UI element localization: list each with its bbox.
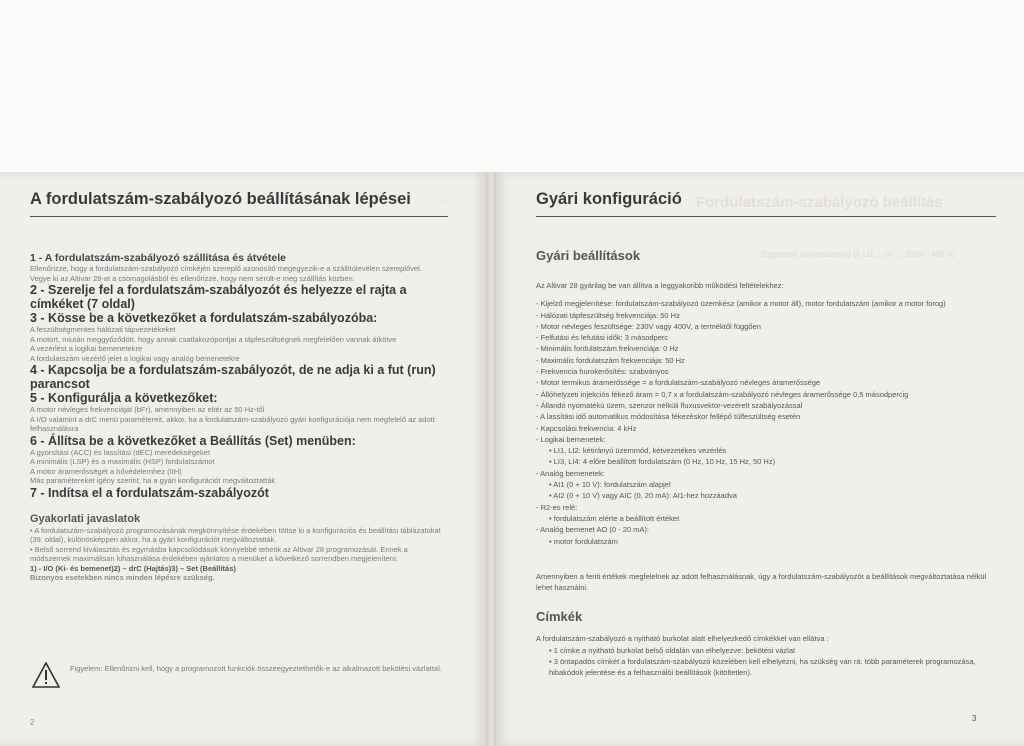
step-line: A motor áramerősségét a hővédelemhez (ItH): [30, 466, 182, 476]
setting-item: - R2-es relé:: [536, 502, 578, 512]
setting-item: - Állóhelyzeti injekciós fékező áram = 0,7 x a fordulatszám-szabályozó névleges áramerőssége 0,5 másodpercig: [536, 389, 909, 399]
tips-heading: Gyakorlati javaslatok: [30, 512, 141, 525]
intro-text: Az Altivar 28 gyárilag be van állítva a leggyakoribb működési feltételekhez:: [536, 281, 784, 290]
tip-item: • Belső sorrend kiválasztás és egymásba kapcsolódások könnyebbé tehetik az Altivar 28 programozását. Ennek a módszernek maximálisan kihasználása érdekében ajánlatos a menüket a következő sorrendben megjeleníteni:: [30, 544, 408, 563]
labels-item: • 1 címke a nyitható burkolat belső oldalán van elhelyezve: bekötési vázlat: [549, 645, 796, 655]
warning-icon: [32, 662, 60, 688]
step-heading: 6 - Állítsa be a következőket a Beállítás (Set) menüben:: [30, 433, 356, 448]
setting-item: - Maximális fordulatszám frekvenciája: 50 Hz: [536, 355, 685, 365]
labels-heading: Címkék: [536, 609, 583, 625]
tip-item: • A fordulatszám-szabályozó programozásának megkönnyítése érdekében töltse ki a konfigurációs és beállítási táblázatokat (39. oldal), különösképpen akkor, ha a gyári konfigurációt megváltoztatták.: [30, 525, 441, 544]
setting-item: • LI3, LI4: 4 előre beállított fordulatszám (0 Hz, 10 Hz, 15 Hz, 50 Hz): [549, 457, 776, 467]
factory-settings-heading: Gyári beállítások: [536, 248, 641, 263]
step-line: A minimális (LSP) és a maximális (HSP) fordulatszámot: [30, 457, 215, 466]
title-rule: [536, 216, 996, 217]
right-page-title: Gyári konfiguráció: [536, 190, 682, 208]
page-number-left: 2: [30, 718, 35, 727]
step-line: Vegye ki az Altivar 28-at a csomagolásból és ellenőrizze, hogy nem sérült-e meg szállítás közben.: [30, 273, 355, 283]
tips-block: [30, 526, 448, 583]
labels-item: • 3 öntapadós címkét a fordulatszám-szabályozó közelében kell elhelyezni, ha szükség van rá: több paraméterek programozása, hibakódok jelentése és a felhasználói beállítások (kitöltetlen).: [549, 657, 976, 678]
step-line: A vezérlést a logikai bemenetekre: [30, 344, 143, 353]
settings-list: [536, 298, 1004, 547]
step-heading: 1 - A fordulatszám-szabályozó szállítása és átvétele: [30, 252, 286, 264]
setting-item: - Frekvencia hurokerősítés: szabványos: [536, 367, 669, 377]
step-heading: 5 - Konfigurálja a következőket:: [30, 391, 218, 405]
setting-item: - Minimális fordulatszám frekvenciája: 0 Hz: [536, 344, 679, 354]
setting-item: • AI2 (0 + 10 V) vagy AIC (0, 20 mA): AI1-hez hozzáadva: [549, 491, 737, 501]
setting-item: - Logikai bemenetek:: [536, 434, 606, 444]
steps-list: [30, 250, 448, 583]
bleed-through-text: ·: [444, 192, 449, 208]
sequence-note: Bizonyos esetekben nincs minden lépésre szükség.: [30, 573, 215, 582]
step-heading: 4 - Kapcsolja be a fordulatszám-szabályozót, de ne adja ki a fut (run) parancsot: [30, 363, 436, 391]
step-line: A fordulatszám vezérlő jelet a logikai vagy analóg bemenetekre: [30, 353, 240, 363]
setting-item: - Kijelző megjelenítése: fordulatszám-szabályozó üzemkész (amikor a motor áll), motor fordulatszám (amikor a motor forog): [536, 299, 946, 309]
scanner-background: [0, 0, 1024, 172]
step-line: A motor névleges frekvenciáját (bFr), amennyiben az eltér az 50 Hz-től: [30, 405, 265, 414]
setting-item: - Analóg bemenet AO (0 - 20 mA):: [536, 525, 649, 535]
setting-item: • motor fordulatszám: [549, 536, 618, 546]
setting-item: • AI1 (0 + 10 V): fordulatszám alapjel: [549, 480, 671, 490]
setting-item: - Felfutási és lefutási idők: 3 másodperc: [536, 333, 669, 343]
setting-item: - Hálózati tápfeszültség frekvenciája: 50 Hz: [536, 310, 680, 320]
setting-item: - A lassítási idő automatikus módosítása fékezéskor fellépő túlfeszültség esetén: [536, 412, 801, 422]
step-line: Ellenőrizze, hogy a fordulatszám-szabályozó címkéjén szereplő azonosító megegyezik-e a szállítólevélen szereplővel.: [30, 264, 422, 273]
left-page-title: A fordulatszám-szabályozó beállításának lépései: [30, 190, 411, 208]
step-heading: 3 - Kösse be a következőket a fordulatszám-szabályozóba:: [30, 311, 378, 325]
setting-item: - Motor termikus áramerőssége = a fordulatszám-szabályozó névleges áramerőssége: [536, 378, 821, 388]
right-page: [496, 172, 1024, 746]
setting-item: • fordulatszám elérte a beállított értéket: [549, 513, 680, 523]
warning-box: [32, 662, 452, 692]
title-rule: [30, 216, 448, 217]
step-line: Más paramétereket igény szerint, ha a gyári konfigurációt megváltoztatták: [30, 476, 276, 485]
step-heading: 7 - Indítsa el a fordulatszám-szabályozót: [30, 485, 269, 500]
bleed-through-text: Egyszerű tápfeszültség (0 LI1 ... 0V ... 230V / 400 V): [762, 250, 955, 259]
warning-text: Figyelem: Ellenőrizni kell, hogy a programozott funkciók összeegyeztethetők-e az alkalmazott bekötési vázlattal.: [70, 664, 442, 673]
step-line: A gyorsítási (ACC) és lassítási (dEC) meredekségeket: [30, 447, 211, 457]
setting-item: - Motor névleges feszültsége: 230V vagy 400V, a terméktől függően: [536, 321, 761, 331]
factory-settings-body: [536, 280, 1004, 679]
setting-item: • LI1, LI2: kétirányú üzemmód, kétvezetékes vezérlés: [549, 446, 727, 456]
setting-item: - Analóg bemenetek:: [536, 468, 605, 478]
left-page: [0, 172, 486, 746]
step-line: A I/O valamint a drC menü paramétereit, akkor, ha a fordulatszám-szabályozó gyári konfigurációja nem megfelelő az adott felhasználásra: [30, 414, 435, 433]
bleed-through-text: Fordulatszám-szabályozó beállítás: [696, 194, 943, 211]
step-line: A feszültségmentes hálózati tápvezetékeket: [30, 325, 176, 334]
book-gutter: [486, 172, 496, 746]
menu-sequence: 1) - I/O (Ki- és bemenet)2) – drC (Hajtás)3) – Set (Beállítás): [30, 563, 236, 573]
labels-intro: A fordulatszám-szabályozó a nyitható burkolat alatt elhelyezkedő címkékkel van ellátva :: [536, 634, 829, 644]
setting-item: - Állandó nyomatékú üzem, szenzor nélküli fluxusvektor-vezérelt szabályozással: [536, 400, 803, 410]
page-number-right: 3: [972, 714, 977, 723]
step-line: A motort, miután meggyőződött, hogy annak csatlakozópontjai a tápfeszültségnek megfelelően vannak átkötve: [30, 334, 397, 344]
setting-item: - Kapcsolási frekvencia: 4 kHz: [536, 423, 637, 433]
closing-text: Amennyiben a fenti értékek megfelelnek az adott felhasználásnak, úgy a fordulatszám-szabályozót a beállítások megváltoztatása nélkül lehet használni.: [536, 571, 987, 593]
step-heading: 2 - Szerelje fel a fordulatszám-szabályozót és helyezze el rajta a címkéket (7 oldal): [30, 283, 407, 311]
